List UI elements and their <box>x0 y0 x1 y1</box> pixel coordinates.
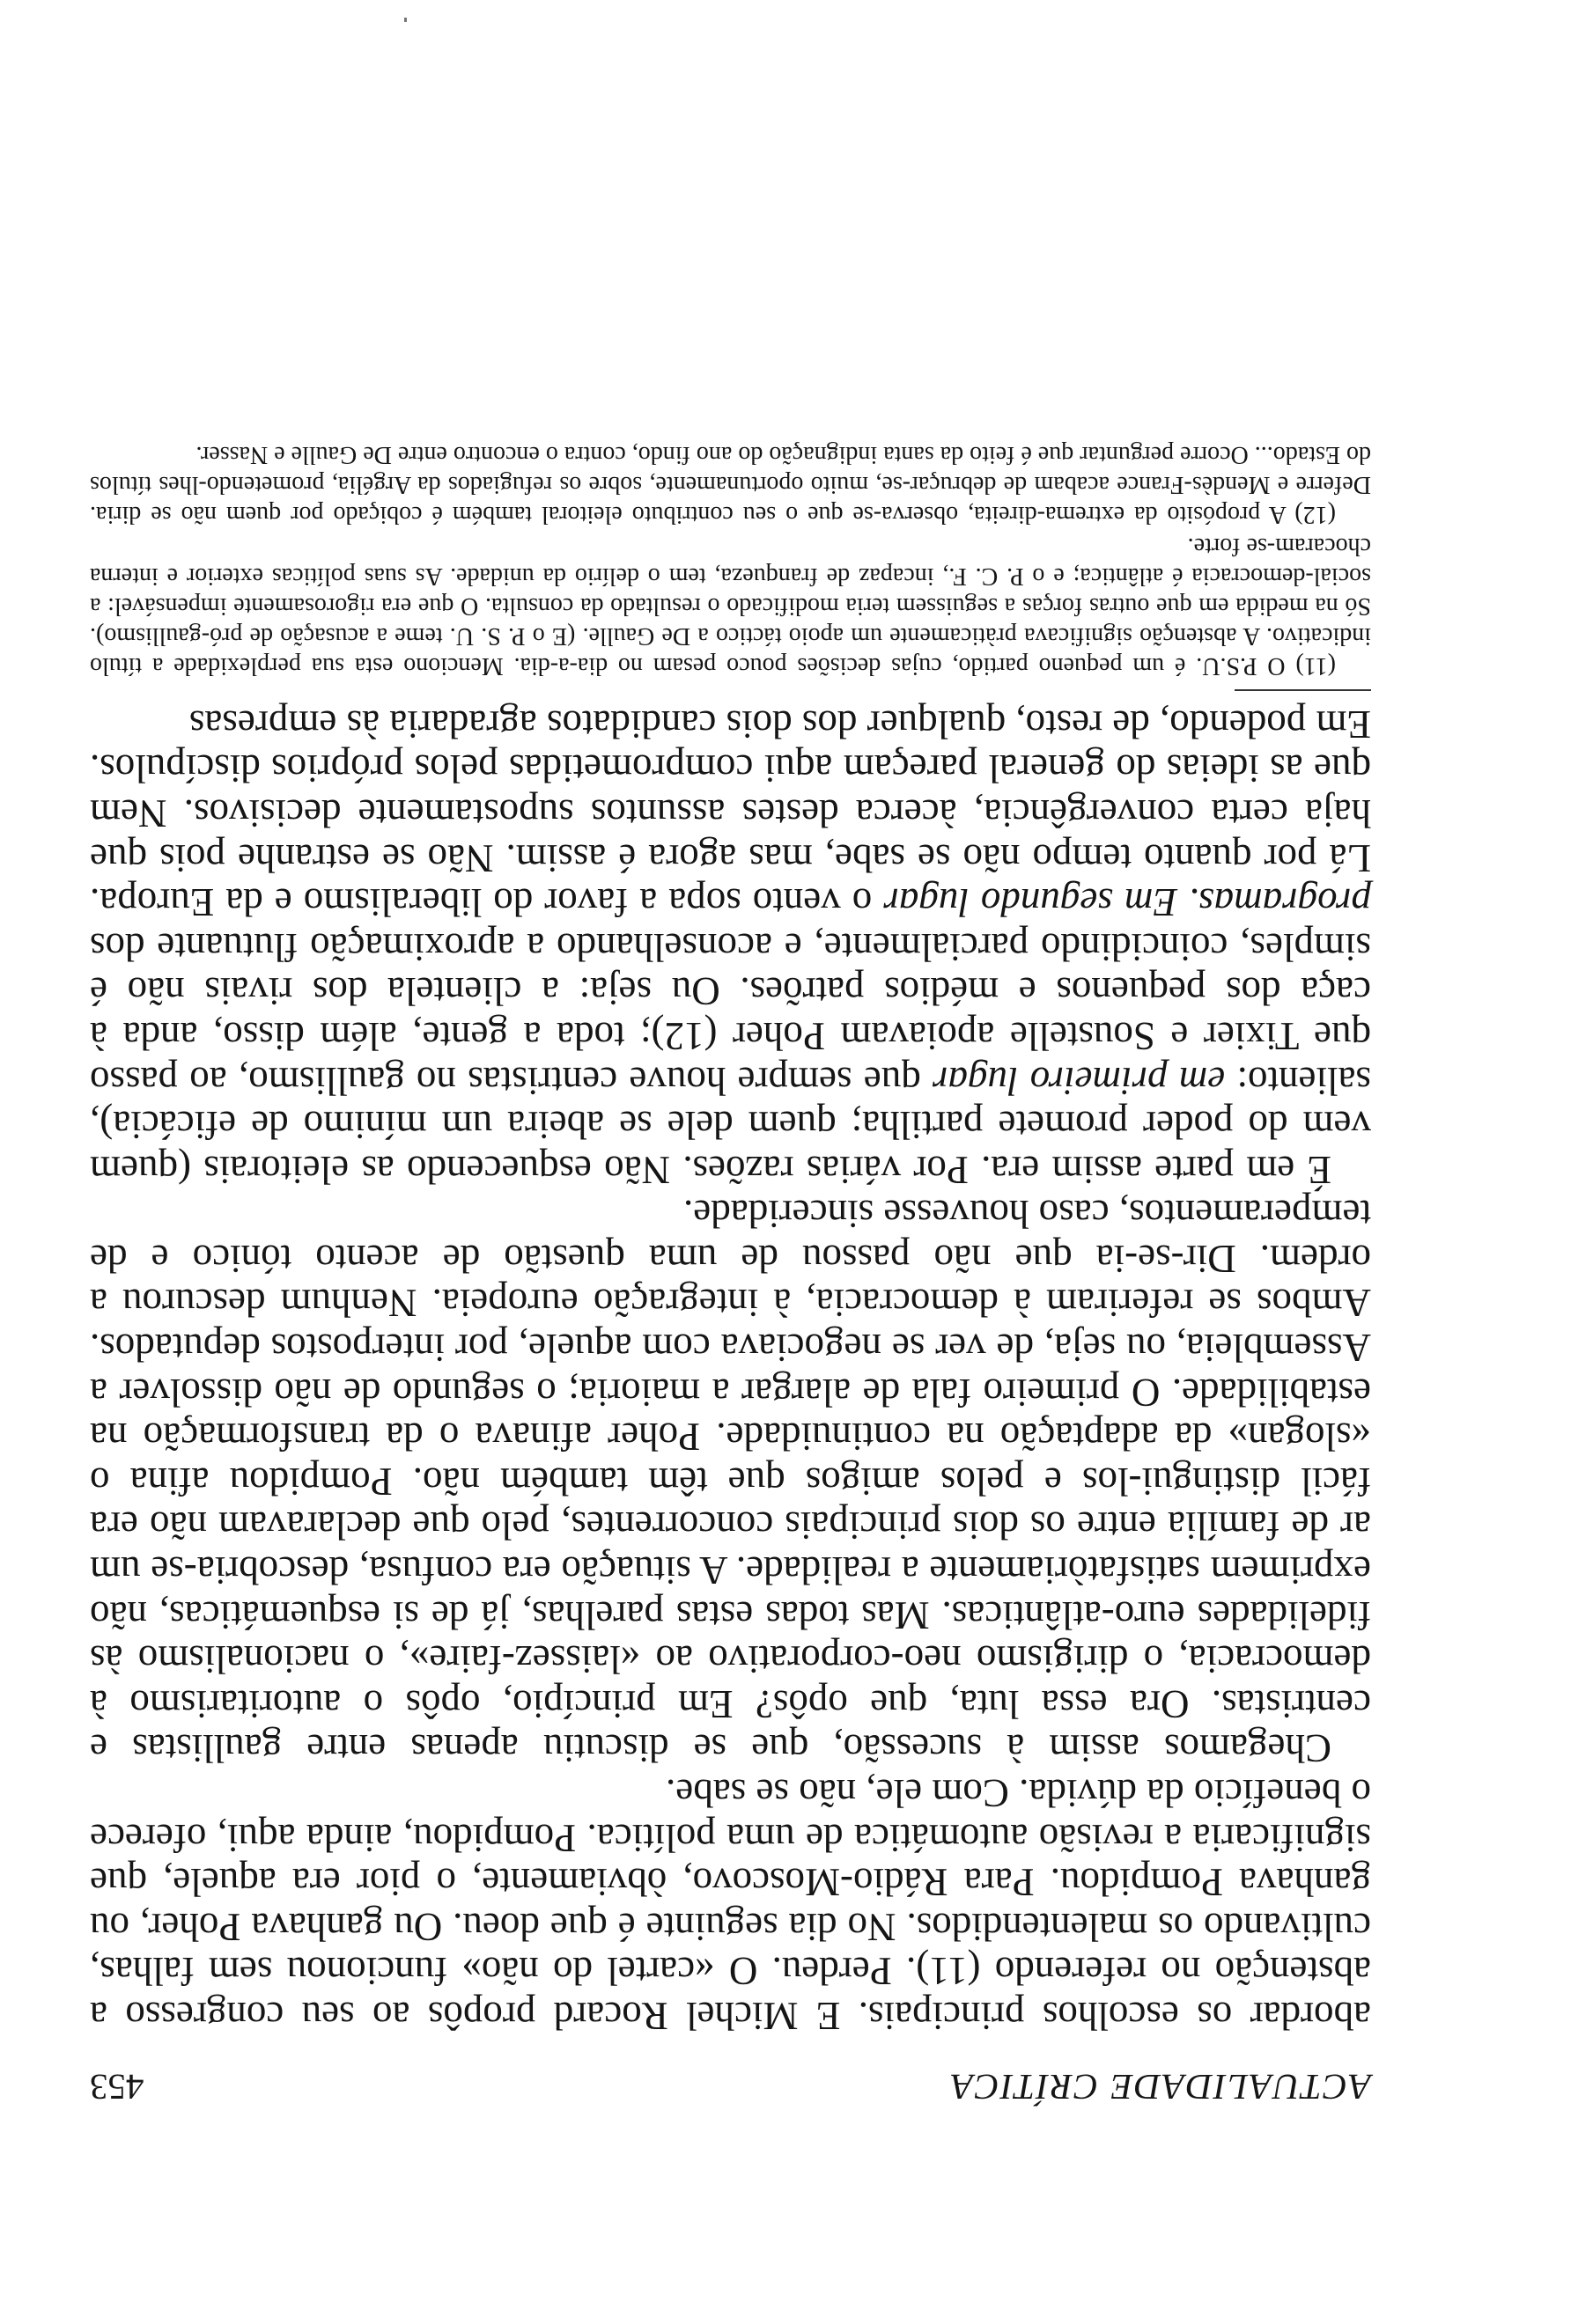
scan-speck <box>404 18 407 22</box>
paragraph-1: abordar os escolhos principais. E Michel Rocard propôs ao seu congresso a abstenção no referendo (11). Perdeu. O «cartel do não» funcionou sem falhas, cultivando os malentendidos. No dia seguinte é que doeu. Ou ganhava Poher, ou ganhava Pompidou. Para Rádio-Moscovo, òbviamente, o pior era aquele, que significaria a revisão automática de uma política. Pompidou, ainda aqui, oferece o benefício da dúvida. Com ele, não se sabe. <box>90 1771 1371 2038</box>
page-number: 453 <box>90 2067 144 2107</box>
paragraph-3-part-b: que sempre houve centristas no gaullismo, ao passo que Tixier e Soustelle apoiavam Poher (12); toda a gente, além disso, anda à caça dos pequenos e médios patrões. Ou seja: a clientela dos rivais não é simples, coincidindo parcialmente, e aconselhando a aproximação flutuante dos <box>89 924 1371 1103</box>
paragraph-3 <box>90 702 1371 1192</box>
emphasis-segundo-lugar: programas. Em segundo lugar <box>883 880 1371 925</box>
footnote-12: (12) A propósito da extrema-direita, observa-se que o seu contributo eleitoral também é cobiçado por quem não se diria. Deferre e Mendès-France acabam de debruçar-se, muito oportunamente, sobre os refugiados da Argélia, prometendo-lhes títulos do Estado... Ocorre perguntar que é feito da santa indignação do ano findo, contra o encontro entre De Gaulle e Nasser. <box>90 441 1371 529</box>
body-text <box>90 702 1371 2038</box>
running-title: ACTUALIDADE CRÍTICA <box>949 2067 1371 2107</box>
paragraph-3-part-c: o vento sopa a favor do liberalismo e da Europa. Lá por quanto tempo não se sabe, mas agora é assim. Não se estranhe pois que haja certa convergência, àcerca destes assuntos supostamente decisivos. Nem que as ideias do general pareçam aqui comprometidas pelos próprios discípulos. Em podendo, de resto, qualquer dos dois candidatos agradaria às empresas <box>90 702 1371 925</box>
footnotes <box>90 439 1371 680</box>
paragraph-3-part-a: É em parte assim era. Por várias razões. Não esquecendo as eleitorais (quem vem do poder promete partilha; quem dele se abeira um mínimo de eficácia), saliento: <box>90 1058 1371 1192</box>
paragraph-2: Chegamos assim à sucessão, que se discutiu apenas entre gaullistas e centristas. Ora essa luta, que opôs? Em princípio, opôs o autoritarismo à democracia, o dirigismo neo-corporativo ao «laissez-faire», o nacionalismo às fidelidades euro-atlânticas. Mas todas estas parelhas, já de si esquemáticas, não exprimem satisfatòriamente a realidade. A situação era confusa, descobria-se um ar de família entre os dois principais concorrentes, pelo que declaravam não era fácil distingui-los e pelos amigos que têm também não. Pompidou afina o «slogan» da adaptação na continuidade. Poher afinava o da transformação na estabilidade. O primeiro fala de alargar a maioria; o segundo de não dissolver a Assembleia, ou seja, de ver se negociava com aquele, por interpostos deputados. Ambos se referiram à democracia, à integração europeia. Nenhum descurou a ordem. Dir-se-ia que não passou de uma questão de acento tónico e de temperamentos, caso houvesse sinceridade. <box>90 1192 1371 1771</box>
emphasis-primeiro-lugar: em primeiro lugar <box>932 1058 1226 1103</box>
footnote-divider <box>1235 689 1371 691</box>
page-column <box>90 439 1371 2108</box>
footnote-11: (11) O P.S.U. é um pequeno partido, cujas decisões pouco pesam no dia-a-dia. Menciono esta sua perplexidade a título indicativo. A abstenção significava pràticamente um apoio táctico a De Gaulle. (E o P. S. U. teme a acusação de pró-gaullismo). Só na medida em que outras forças a seguissem teria modificado o resultado da consulta. O que era rigorosamente impensável: a social-democracia é atlântica; e o P. C. F., incapaz de franqueza, tem o delírio da unidade. As suas políticas exterior e interna chocaram-se forte. <box>90 533 1371 680</box>
page-header <box>90 2038 1371 2108</box>
